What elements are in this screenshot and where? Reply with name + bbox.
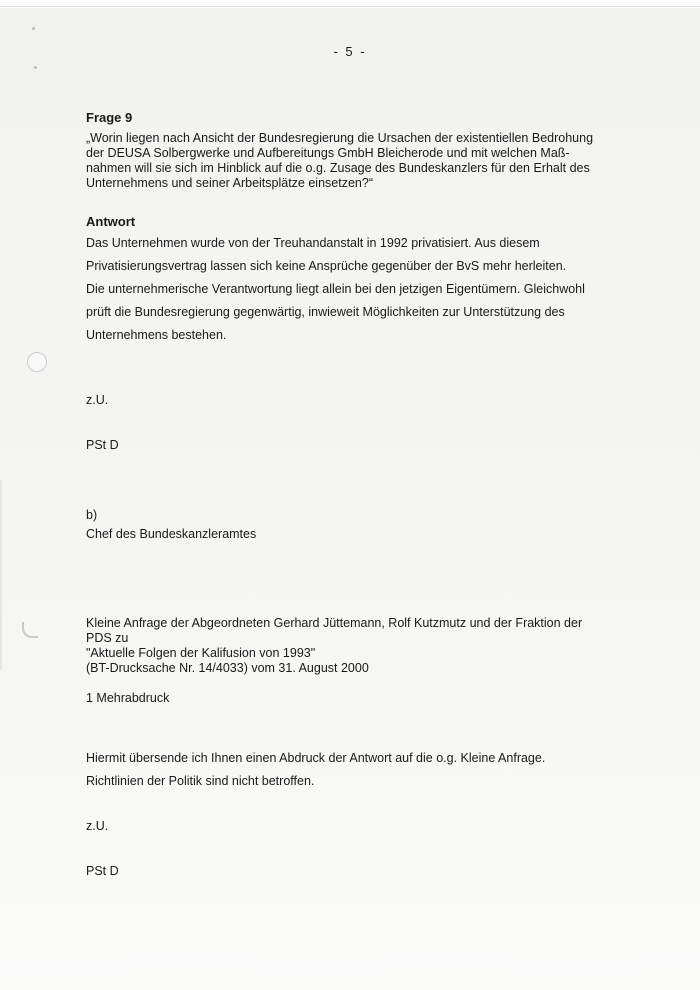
answer-text [86, 232, 585, 347]
recipient: Chef des Bundeskanzleramtes [86, 527, 257, 541]
scan-speck [34, 66, 37, 69]
punch-hole-mark [22, 622, 38, 638]
transmittal-line: Richtlinien der Politik sind nicht betroffen. [86, 774, 315, 788]
signature-pst-2: PSt D [86, 864, 119, 878]
transmittal-text [86, 747, 545, 793]
inquiry-line: (BT-Drucksache Nr. 14/4033) vom 31. August 2000 [86, 661, 369, 675]
question-text [86, 131, 593, 191]
punch-hole [27, 352, 47, 372]
answer-line: prüft die Bundesregierung gegenwärtig, inwieweit Möglichkeiten zur Unterstützung des [86, 305, 565, 319]
transmittal-line: Hiermit übersende ich Ihnen einen Abdruck der Antwort auf die o.g. Kleine Anfrage. [86, 751, 546, 765]
answer-heading: Antwort [86, 214, 136, 229]
page-number: - 5 - [333, 44, 367, 59]
question-line: nahmen will sie sich im Hinblick auf die o.g. Zusage des Bundeskanzlers für den Erhalt des [86, 161, 590, 175]
answer-line: Die unternehmerische Verantwortung liegt allein bei den jetzigen Eigentümern. Gleichwohl [86, 282, 585, 296]
question-line: der DEUSA Solbergwerke und Aufbereitungs GmbH Bleicherode und mit welchen Maß- [86, 146, 570, 160]
scan-edge-line [0, 6, 700, 7]
scan-left-edge [0, 480, 2, 670]
question-heading: Frage 9 [86, 110, 133, 125]
answer-line: Unternehmens bestehen. [86, 328, 227, 342]
answer-line: Das Unternehmen wurde von der Treuhandanstalt in 1992 privatisiert. Aus diesem [86, 236, 540, 250]
inquiry-line: Kleine Anfrage der Abgeordneten Gerhard Jüttemann, Rolf Kutzmutz und der Fraktion der [86, 616, 583, 630]
signature-zu: z.U. [86, 393, 109, 407]
question-line: Unternehmens und seiner Arbeitsplätze einsetzen?“ [86, 176, 373, 190]
signature-pst: PSt D [86, 438, 119, 452]
answer-line: Privatisierungsvertrag lassen sich keine Ansprüche gegenüber der BvS mehr herleiten. [86, 259, 567, 273]
section-b-label: b) [86, 508, 98, 522]
inquiry-line: "Aktuelle Folgen der Kalifusion von 1993" [86, 646, 316, 660]
copies: 1 Mehrabdruck [86, 691, 170, 705]
inquiry-line: PDS zu [86, 631, 129, 645]
scan-speck [32, 27, 35, 30]
inquiry-text [86, 616, 582, 676]
question-line: „Worin liegen nach Ansicht der Bundesregierung die Ursachen der existentiellen Bedrohung [86, 131, 594, 145]
signature-zu-2: z.U. [86, 819, 109, 833]
